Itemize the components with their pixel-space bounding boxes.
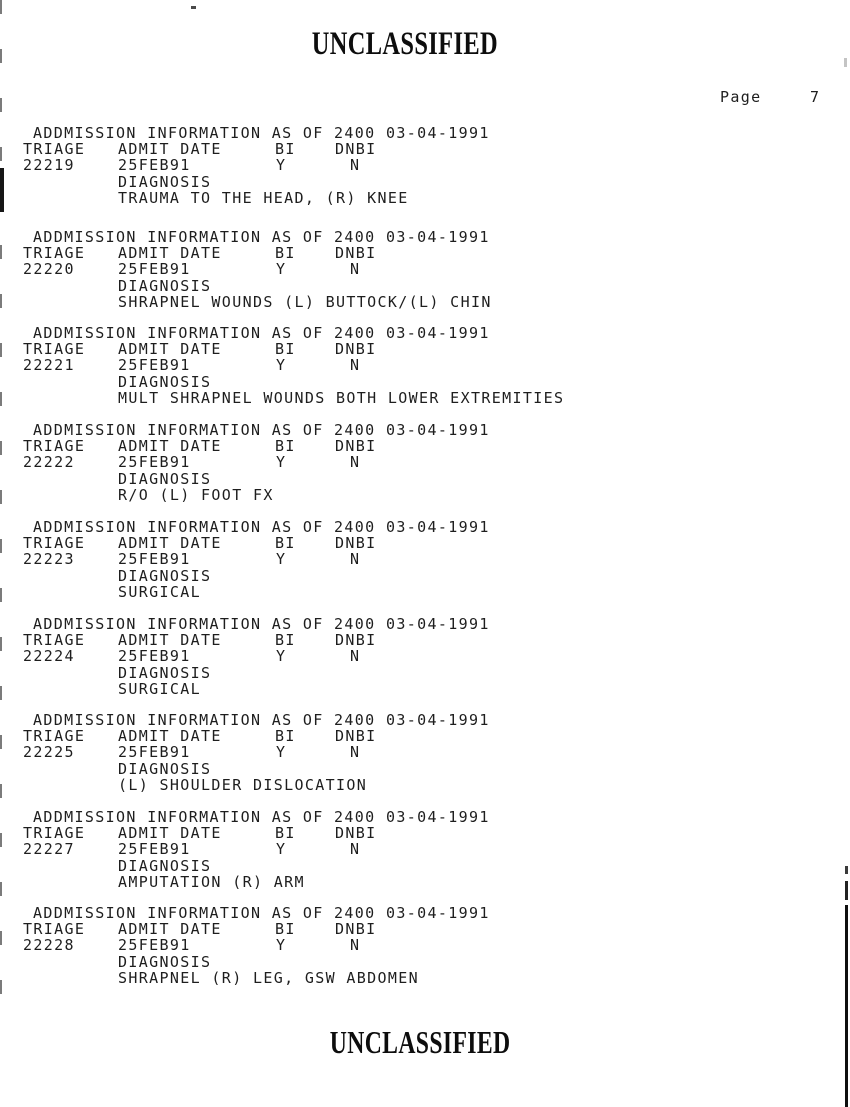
col-header-bi: BI bbox=[275, 340, 296, 358]
admission-header: ADDMISSION INFORMATION AS OF 2400 03-04-1991 bbox=[33, 421, 490, 439]
admit-date-value: 25FEB91 bbox=[118, 743, 191, 761]
col-header-triage: TRIAGE bbox=[23, 534, 86, 552]
col-header-dnbi: DNBI bbox=[335, 340, 377, 358]
admit-date-value: 25FEB91 bbox=[118, 550, 191, 568]
admit-date-value: 25FEB91 bbox=[118, 156, 191, 174]
admission-header: ADDMISSION INFORMATION AS OF 2400 03-04-1991 bbox=[33, 808, 490, 826]
col-header-admit-date: ADMIT DATE bbox=[118, 340, 222, 358]
bi-value: Y bbox=[276, 260, 287, 278]
triage-number: 22228 bbox=[23, 936, 75, 954]
triage-number: 22225 bbox=[23, 743, 75, 761]
col-header-triage: TRIAGE bbox=[23, 920, 86, 938]
admission-record bbox=[23, 124, 833, 214]
col-header-bi: BI bbox=[275, 534, 296, 552]
col-header-bi: BI bbox=[275, 437, 296, 455]
admit-date-value: 25FEB91 bbox=[118, 260, 191, 278]
triage-number: 22220 bbox=[23, 260, 75, 278]
admission-header: ADDMISSION INFORMATION AS OF 2400 03-04-1991 bbox=[33, 904, 490, 922]
diagnosis-value: SHRAPNEL (R) LEG, GSW ABDOMEN bbox=[118, 969, 420, 987]
page-number-line bbox=[0, 88, 850, 108]
col-header-triage: TRIAGE bbox=[23, 140, 86, 158]
col-header-admit-date: ADMIT DATE bbox=[118, 727, 222, 745]
right-edge-scan-line bbox=[845, 866, 848, 1107]
admission-header: ADDMISSION INFORMATION AS OF 2400 03-04-1991 bbox=[33, 518, 490, 536]
admission-header: ADDMISSION INFORMATION AS OF 2400 03-04-1991 bbox=[33, 124, 490, 142]
classification-banner-bottom bbox=[0, 1024, 845, 1061]
classification-banner-top bbox=[0, 26, 830, 63]
top-speck bbox=[191, 6, 196, 9]
triage-number: 22223 bbox=[23, 550, 75, 568]
dnbi-value: N bbox=[350, 260, 361, 278]
bi-value: Y bbox=[276, 453, 287, 471]
admission-record bbox=[23, 324, 833, 414]
admission-record bbox=[23, 615, 833, 705]
col-header-dnbi: DNBI bbox=[335, 631, 377, 649]
diagnosis-label: DIAGNOSIS bbox=[118, 857, 212, 875]
admission-record bbox=[23, 808, 833, 898]
col-header-triage: TRIAGE bbox=[23, 244, 86, 262]
admission-record bbox=[23, 228, 833, 318]
diagnosis-value: AMPUTATION (R) ARM bbox=[118, 873, 305, 891]
diagnosis-value: TRAUMA TO THE HEAD, (R) KNEE bbox=[118, 189, 409, 207]
admit-date-value: 25FEB91 bbox=[118, 936, 191, 954]
classification-banner-text: UNCLASSIFIED bbox=[311, 26, 499, 62]
col-header-dnbi: DNBI bbox=[335, 824, 377, 842]
bi-value: Y bbox=[276, 550, 287, 568]
col-header-bi: BI bbox=[275, 824, 296, 842]
page-label: Page bbox=[720, 88, 762, 106]
col-header-triage: TRIAGE bbox=[23, 824, 86, 842]
col-header-admit-date: ADMIT DATE bbox=[118, 437, 222, 455]
col-header-admit-date: ADMIT DATE bbox=[118, 824, 222, 842]
diagnosis-label: DIAGNOSIS bbox=[118, 470, 212, 488]
col-header-dnbi: DNBI bbox=[335, 437, 377, 455]
bi-value: Y bbox=[276, 156, 287, 174]
admission-header: ADDMISSION INFORMATION AS OF 2400 03-04-1991 bbox=[33, 615, 490, 633]
bi-value: Y bbox=[276, 647, 287, 665]
diagnosis-label: DIAGNOSIS bbox=[118, 173, 212, 191]
triage-number: 22224 bbox=[23, 647, 75, 665]
col-header-triage: TRIAGE bbox=[23, 631, 86, 649]
col-header-bi: BI bbox=[275, 631, 296, 649]
triage-number: 22219 bbox=[23, 156, 75, 174]
bi-value: Y bbox=[276, 840, 287, 858]
diagnosis-value: (L) SHOULDER DISLOCATION bbox=[118, 776, 368, 794]
col-header-admit-date: ADMIT DATE bbox=[118, 140, 222, 158]
col-header-dnbi: DNBI bbox=[335, 920, 377, 938]
admission-header: ADDMISSION INFORMATION AS OF 2400 03-04-1991 bbox=[33, 711, 490, 729]
col-header-dnbi: DNBI bbox=[335, 140, 377, 158]
col-header-dnbi: DNBI bbox=[335, 727, 377, 745]
col-header-bi: BI bbox=[275, 920, 296, 938]
col-header-bi: BI bbox=[275, 727, 296, 745]
dnbi-value: N bbox=[350, 936, 361, 954]
right-edge-speck bbox=[844, 58, 847, 67]
col-header-dnbi: DNBI bbox=[335, 244, 377, 262]
diagnosis-label: DIAGNOSIS bbox=[118, 373, 212, 391]
admission-record bbox=[23, 421, 833, 511]
col-header-triage: TRIAGE bbox=[23, 437, 86, 455]
admission-header: ADDMISSION INFORMATION AS OF 2400 03-04-1991 bbox=[33, 324, 490, 342]
diagnosis-label: DIAGNOSIS bbox=[118, 567, 212, 585]
bi-value: Y bbox=[276, 936, 287, 954]
col-header-triage: TRIAGE bbox=[23, 727, 86, 745]
col-header-bi: BI bbox=[275, 244, 296, 262]
diagnosis-value: SURGICAL bbox=[118, 583, 202, 601]
diagnosis-label: DIAGNOSIS bbox=[118, 277, 212, 295]
col-header-admit-date: ADMIT DATE bbox=[118, 244, 222, 262]
diagnosis-value: SHRAPNEL WOUNDS (L) BUTTOCK/(L) CHIN bbox=[118, 293, 492, 311]
admission-record bbox=[23, 904, 833, 994]
admission-record bbox=[23, 518, 833, 608]
classification-banner-text: UNCLASSIFIED bbox=[329, 1024, 511, 1060]
triage-number: 22221 bbox=[23, 356, 75, 374]
admit-date-value: 25FEB91 bbox=[118, 356, 191, 374]
left-edge-ink-blob bbox=[0, 168, 4, 212]
admit-date-value: 25FEB91 bbox=[118, 647, 191, 665]
diagnosis-label: DIAGNOSIS bbox=[118, 953, 212, 971]
dnbi-value: N bbox=[350, 743, 361, 761]
dnbi-value: N bbox=[350, 156, 361, 174]
dnbi-value: N bbox=[350, 840, 361, 858]
dnbi-value: N bbox=[350, 647, 361, 665]
admit-date-value: 25FEB91 bbox=[118, 453, 191, 471]
admit-date-value: 25FEB91 bbox=[118, 840, 191, 858]
diagnosis-value: SURGICAL bbox=[118, 680, 202, 698]
diagnosis-label: DIAGNOSIS bbox=[118, 760, 212, 778]
bi-value: Y bbox=[276, 356, 287, 374]
admission-record bbox=[23, 711, 833, 801]
col-header-admit-date: ADMIT DATE bbox=[118, 920, 222, 938]
bi-value: Y bbox=[276, 743, 287, 761]
dnbi-value: N bbox=[350, 453, 361, 471]
diagnosis-value: MULT SHRAPNEL WOUNDS BOTH LOWER EXTREMITIES bbox=[118, 389, 565, 407]
col-header-triage: TRIAGE bbox=[23, 340, 86, 358]
col-header-dnbi: DNBI bbox=[335, 534, 377, 552]
col-header-bi: BI bbox=[275, 140, 296, 158]
page-number: 7 bbox=[810, 88, 821, 106]
diagnosis-value: R/O (L) FOOT FX bbox=[118, 486, 274, 504]
triage-number: 22227 bbox=[23, 840, 75, 858]
triage-number: 22222 bbox=[23, 453, 75, 471]
col-header-admit-date: ADMIT DATE bbox=[118, 534, 222, 552]
col-header-admit-date: ADMIT DATE bbox=[118, 631, 222, 649]
dnbi-value: N bbox=[350, 550, 361, 568]
diagnosis-label: DIAGNOSIS bbox=[118, 664, 212, 682]
dnbi-value: N bbox=[350, 356, 361, 374]
admission-header: ADDMISSION INFORMATION AS OF 2400 03-04-1991 bbox=[33, 228, 490, 246]
